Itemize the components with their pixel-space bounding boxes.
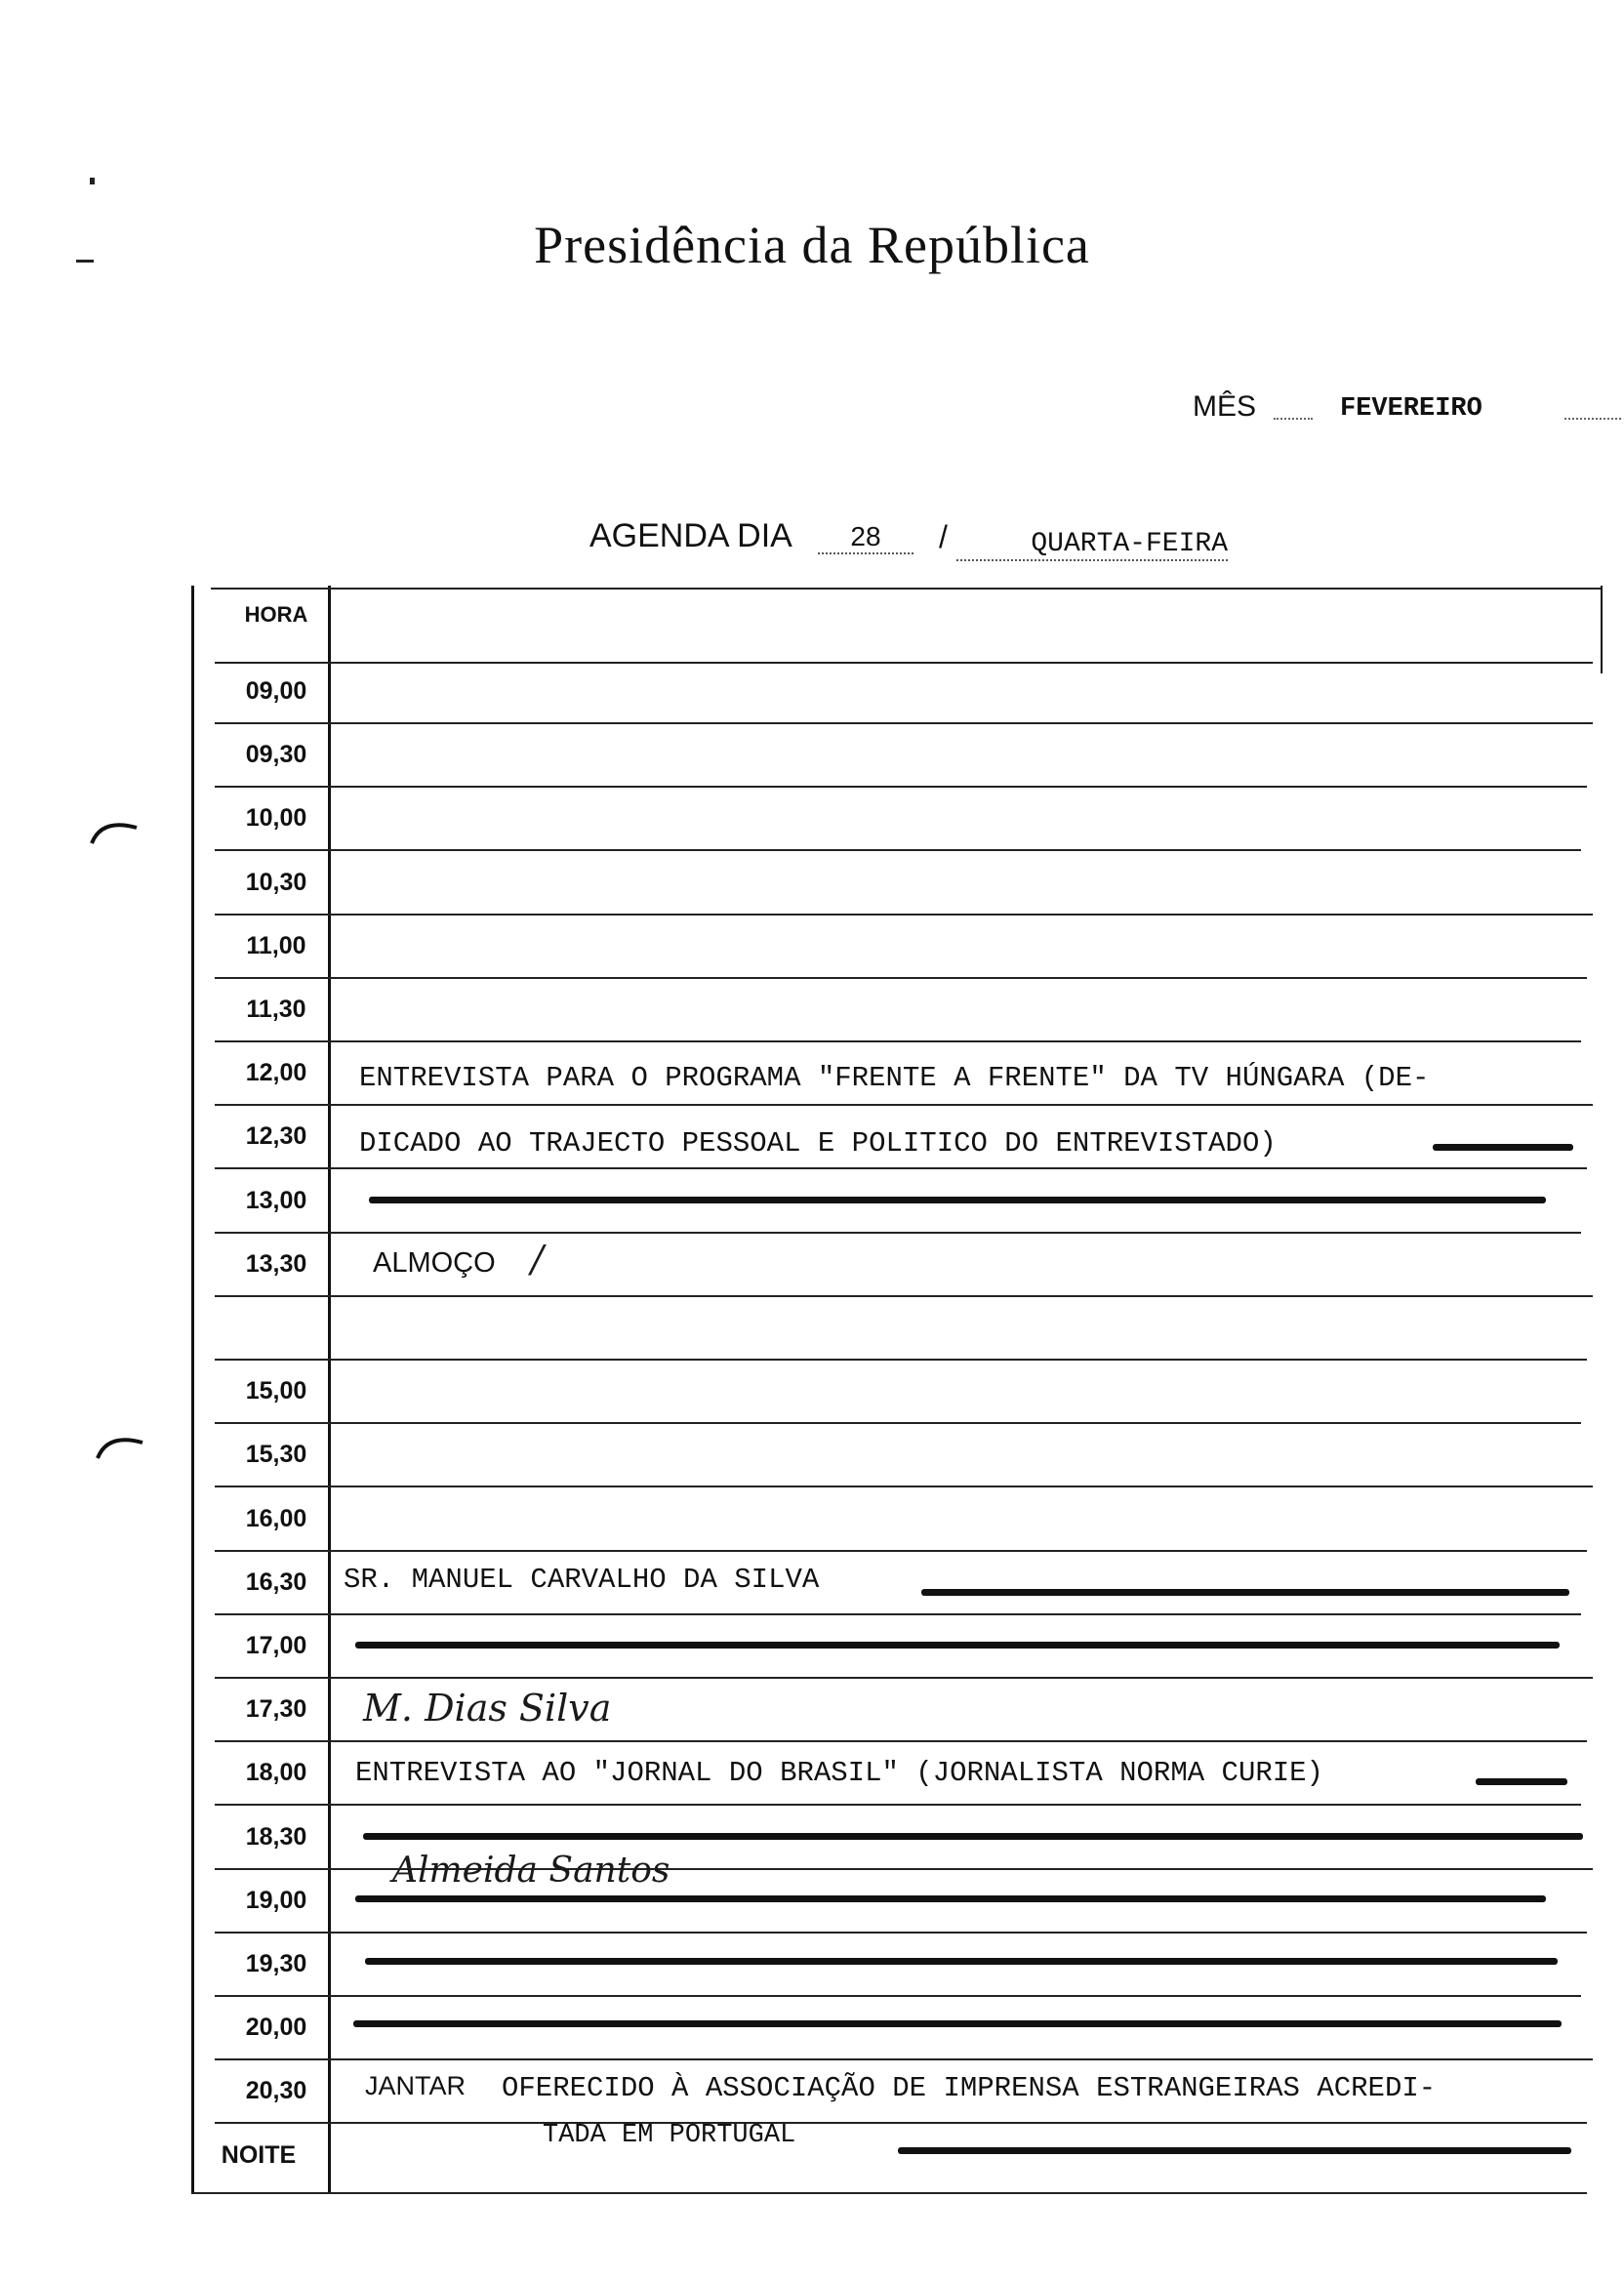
hour-label: 18,00 (245, 1759, 307, 1787)
row-separator (215, 849, 1581, 851)
hour-label: 09,30 (245, 741, 307, 769)
handwritten-signature-1830: Almeida Santos (392, 1851, 670, 1891)
row-separator (215, 1804, 1581, 1806)
margin-dash (76, 260, 94, 263)
hour-label: 19,00 (245, 1886, 307, 1914)
hour-label: 09,00 (245, 677, 307, 705)
table-right-edge (1601, 586, 1603, 673)
hour-label: 17,30 (245, 1695, 307, 1724)
agenda-weekday: QUARTA-FEIRA (956, 529, 1228, 561)
row-separator (215, 2058, 1593, 2060)
hour-label: 12,30 (245, 1122, 307, 1151)
month-dots (1274, 418, 1313, 420)
fill-bar (1476, 1778, 1567, 1785)
row-separator (215, 662, 1593, 664)
row-separator (215, 786, 1587, 788)
table-bottom-border (191, 2192, 1587, 2194)
binder-hole-mark-bottom (94, 1427, 148, 1462)
row-separator (215, 1486, 1593, 1487)
hour-label: 11,00 (246, 931, 306, 959)
binder-hole-mark-top (88, 812, 142, 847)
hour-label: 10,00 (245, 804, 307, 833)
fill-bar (365, 1958, 1558, 1965)
fill-bar (355, 1642, 1560, 1649)
row-separator (215, 1740, 1587, 1742)
row-separator (215, 1613, 1581, 1615)
hour-label: 10,30 (245, 868, 307, 896)
hora-header: HORA (244, 602, 308, 627)
row-separator (215, 722, 1593, 724)
entry-2030-b: OFERECIDO À ASSOCIAÇÃO DE IMPRENSA ESTRANGEIRAS ACREDI- (502, 2072, 1437, 2104)
agenda-slash: / (939, 519, 948, 554)
row-separator (215, 1995, 1581, 1997)
row-separator (215, 1932, 1587, 1934)
entry-2030-c: TADA EM PORTUGAL (543, 2121, 796, 2150)
row-separator (215, 1104, 1593, 1106)
hour-label: 15,30 (245, 1441, 307, 1469)
page-title: Presidência da República (534, 216, 1090, 274)
month-dots-trailing (1564, 418, 1621, 420)
table-top-border (211, 588, 1603, 590)
entry-1800: ENTREVISTA AO "JORNAL DO BRASIL" (JORNALISTA NORMA CURIE) (355, 1757, 1323, 1789)
row-separator (215, 1295, 1593, 1297)
fill-bar (1433, 1144, 1573, 1151)
month-label: MÊS (1193, 390, 1257, 423)
entry-1330: ALMOÇO (373, 1247, 496, 1279)
fill-bar (921, 1589, 1569, 1596)
row-separator (215, 2122, 1587, 2124)
hour-label: 15,00 (245, 1377, 307, 1405)
fill-bar (353, 2020, 1562, 2027)
hour-label: NOITE (221, 2140, 297, 2169)
hour-label: 20,30 (245, 2077, 307, 2105)
entry-2030-a: JANTAR (365, 2071, 467, 2100)
entry-1330-mark: / (531, 1238, 544, 1281)
hour-label: 11,30 (246, 996, 306, 1023)
margin-dot (90, 178, 95, 184)
hour-label: 18,30 (245, 1822, 307, 1851)
agenda-label: AGENDA DIA (589, 517, 792, 554)
hour-label: 19,30 (245, 1950, 307, 1977)
month-value: FEVEREIRO (1340, 394, 1482, 424)
hour-label: 20,00 (245, 2014, 307, 2042)
hour-label: 12,00 (245, 1059, 307, 1087)
row-separator (215, 1359, 1587, 1361)
row-separator (215, 1422, 1581, 1424)
table-left-border (191, 586, 194, 2194)
hour-label: 16,30 (245, 1568, 307, 1596)
row-separator (215, 977, 1587, 979)
entry-1630: SR. MANUEL CARVALHO DA SILVA (344, 1564, 820, 1596)
hour-label: 16,00 (245, 1504, 307, 1532)
entry-1230: DICADO AO TRAJECTO PESSOAL E POLITICO DO ENTREVISTADO) (359, 1127, 1277, 1160)
row-separator (215, 1677, 1593, 1679)
row-separator (215, 1232, 1581, 1234)
hour-label: 13,30 (245, 1249, 307, 1278)
hour-label: 13,00 (245, 1186, 307, 1214)
fill-bar (355, 1895, 1546, 1902)
handwritten-signature-1730: M. Dias Silva (363, 1687, 612, 1730)
fill-bar (369, 1197, 1546, 1203)
row-separator (215, 1040, 1581, 1042)
hour-label: 17,00 (245, 1632, 307, 1659)
fill-bar (363, 1833, 1583, 1840)
row-separator (215, 914, 1593, 916)
agenda-day-number: 28 (818, 521, 914, 554)
fill-bar (898, 2147, 1571, 2154)
row-separator (215, 1167, 1587, 1169)
row-separator (215, 1550, 1587, 1552)
entry-1200: ENTREVISTA PARA O PROGRAMA "FRENTE A FRENTE" DA TV HÚNGARA (DE- (359, 1062, 1430, 1094)
